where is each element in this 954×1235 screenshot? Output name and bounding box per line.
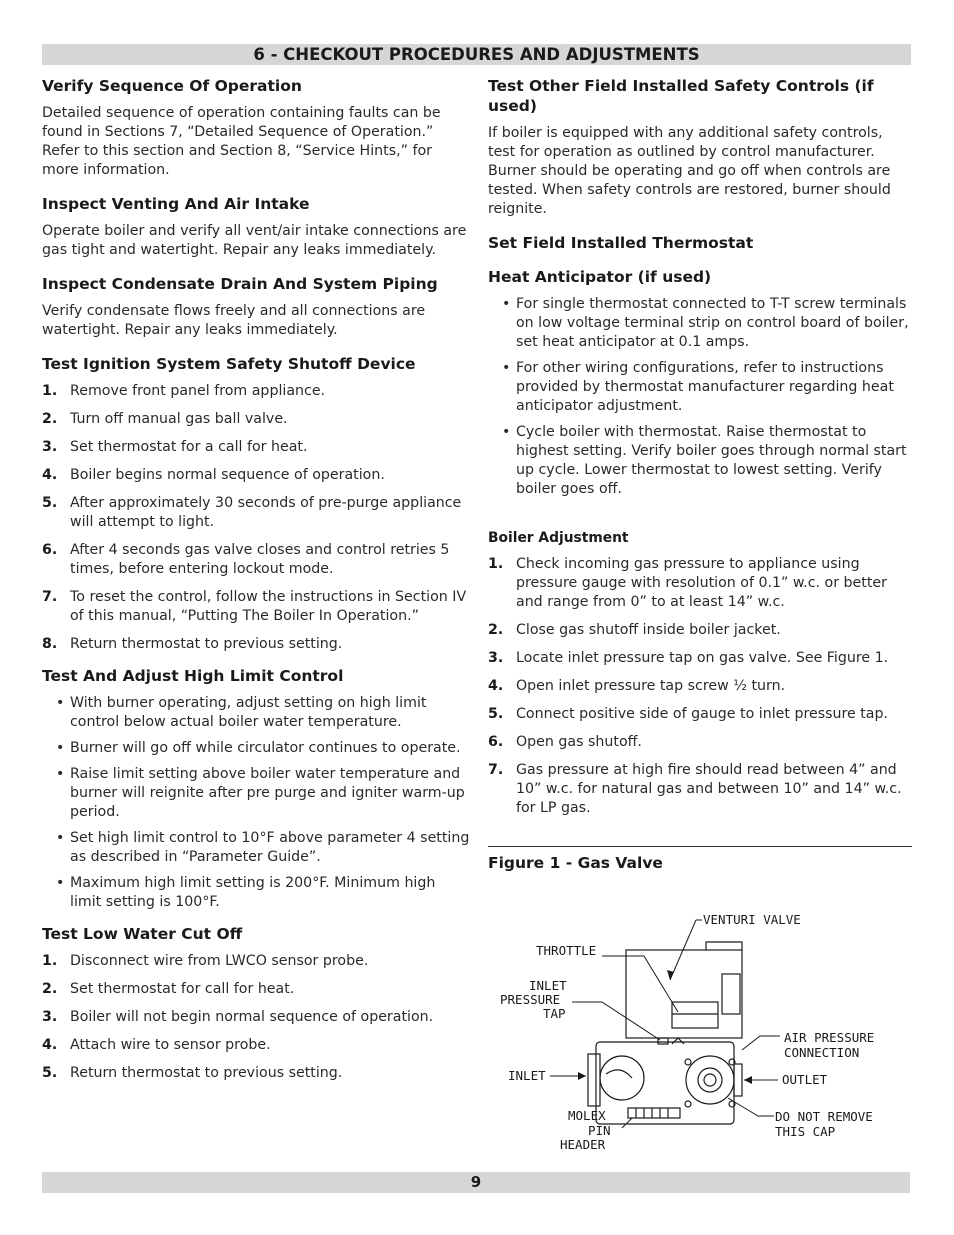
list-item: 5. After approximately 30 seconds of pre-purge appliance will attempt to light. [42,495,462,530]
list-item: • Set high limit control to 10°F above parameter 4 setting as described in “Parameter Guide”. [56,830,470,865]
label-molex-2: PIN [588,1123,611,1138]
condensate-text: Verify condensate flows freely and all connections are watertight. Repair any leaks immediately. [42,303,426,338]
list-item: • Maximum high limit setting is 200°F. Minimum high limit setting is 100°F. [56,875,436,910]
list-item: 4. Attach wire to sensor probe. [42,1037,271,1053]
gas-valve-diagram [496,904,896,1160]
list-item: 3. Locate inlet pressure tap on gas valve. See Figure 1. [488,650,889,666]
label-do-not-remove-1: DO NOT REMOVE [775,1109,873,1124]
label-molex-1: MOLEX [568,1108,606,1123]
right-column [488,76,914,881]
list-item: 4. Open inlet pressure tap screw ½ turn. [488,678,786,694]
label-venturi-valve: VENTURI VALVE [703,912,801,927]
list-item: 1. Disconnect wire from LWCO sensor probe. [42,953,369,969]
cap-leader [728,1098,774,1116]
anticipator-bullets [488,295,914,499]
section-header: 6 - CHECKOUT PROCEDURES AND ADJUSTMENTS [42,44,911,65]
label-inlet: INLET [508,1068,546,1083]
list-item: • Burner will go off while circulator continues to operate. [56,740,461,756]
high-limit-heading: Test And Adjust High Limit Control [42,667,344,685]
throttle-leader [602,956,678,1012]
label-outlet: OUTLET [782,1072,828,1087]
figure-caption: Figure 1 - Gas Valve [488,854,663,872]
list-item: 7. To reset the control, follow the instructions in Section IV of this manual, “Putting The Boiler In Operation.” [42,589,467,624]
gas-valve-figure [496,904,896,1160]
anticipator-heading: Heat Anticipator (if used) [488,268,712,286]
label-molex-3: HEADER [560,1137,606,1152]
list-item: 1. Check incoming gas pressure to appliance using pressure gauge with resolution of 0.1” w.c. or better and range from 0” to at least 14” w.c. [488,556,887,610]
list-item: 2. Close gas shutoff inside boiler jacket. [488,622,781,638]
safety-heading: Test Other Field Installed Safety Controls (if used) [488,77,874,115]
left-column [42,76,470,1095]
label-air-pressure-2: CONNECTION [784,1045,860,1060]
list-item: 2. Set thermostat for call for heat. [42,981,295,997]
list-item: • With burner operating, adjust setting on high limit control below actual boiler water temperature. [56,695,427,730]
venturi-body [626,950,742,1038]
label-air-pressure-1: AIR PRESSURE [784,1030,875,1045]
boiler-adjustment-steps [488,555,914,818]
list-item: 5. Connect positive side of gauge to inlet pressure tap. [488,706,889,722]
list-item: 6. After 4 seconds gas valve closes and control retries 5 times, before entering lockout mode. [42,542,450,577]
figure-divider [488,846,912,847]
lwco-steps [42,952,470,1083]
label-do-not-remove-2: THIS CAP [775,1124,836,1139]
inlet-tap-leader [572,1002,660,1040]
air-pressure-leader [742,1036,780,1050]
list-item: 7. Gas pressure at high fire should read between 4” and 10” w.c. for natural gas and between 10” and 14” w.c. for LP gas. [488,762,902,816]
label-throttle: THROTTLE [536,943,597,958]
list-item: 2. Turn off manual gas ball valve. [42,411,288,427]
list-item: 6. Open gas shutoff. [488,734,642,750]
list-item: 1. Remove front panel from appliance. [42,383,326,399]
thermostat-heading: Set Field Installed Thermostat [488,234,754,252]
valve-body [596,1042,734,1124]
list-item: 5. Return thermostat to previous setting. [42,1065,343,1081]
list-item: 4. Boiler begins normal sequence of operation. [42,467,385,483]
label-inlet-pressure-1: INLET [529,978,567,993]
list-item: 8. Return thermostat to previous setting. [42,636,343,652]
label-inlet-pressure-3: TAP [543,1006,566,1021]
list-item: • For single thermostat connected to T-T screw terminals on low voltage terminal strip on control board of boiler, set heat anticipator at 0.1 amps. [502,296,909,350]
verify-text: Detailed sequence of operation containing faults can be found in Sections 7, “Detailed Sequence of Operation.” Refer to this section and Section 8, “Service Hints,” for more information. [42,105,441,178]
boiler-adjustment-heading: Boiler Adjustment [488,530,629,546]
list-item: 3. Set thermostat for a call for heat. [42,439,308,455]
venting-heading: Inspect Venting And Air Intake [42,195,310,213]
ignition-steps [42,382,470,654]
verify-heading: Verify Sequence Of Operation [42,77,302,95]
page-number: 9 [42,1172,910,1193]
list-item: • Cycle boiler with thermostat. Raise thermostat to highest setting. Verify boiler goes through normal start up cycle. Lower thermostat to lowest setting. Verify boiler goes off. [502,424,907,497]
list-item: • Raise limit setting above boiler water temperature and burner will reignite after pre purge and igniter warm-up period. [56,766,465,820]
label-inlet-pressure-2: PRESSURE [500,992,561,1007]
lwco-heading: Test Low Water Cut Off [42,925,243,943]
condensate-heading: Inspect Condensate Drain And System Piping [42,275,438,293]
safety-text: If boiler is equipped with any additional safety controls, test for operation as outlined by control manufacturer. Burner should be operating and go off when controls are tested. When safety controls are restored, burner should reignite. [488,125,891,217]
high-limit-bullets [42,694,470,912]
ignition-heading: Test Ignition System Safety Shutoff Device [42,355,416,373]
venting-text: Operate boiler and verify all vent/air intake connections are gas tight and watertight. Repair any leaks immediately. [42,223,467,258]
molex-leader [622,1118,632,1128]
list-item: 3. Boiler will not begin normal sequence of operation. [42,1009,434,1025]
list-item: • For other wiring configurations, refer to instructions provided by thermostat manufacturer regarding heat anticipator adjustment. [502,360,894,414]
